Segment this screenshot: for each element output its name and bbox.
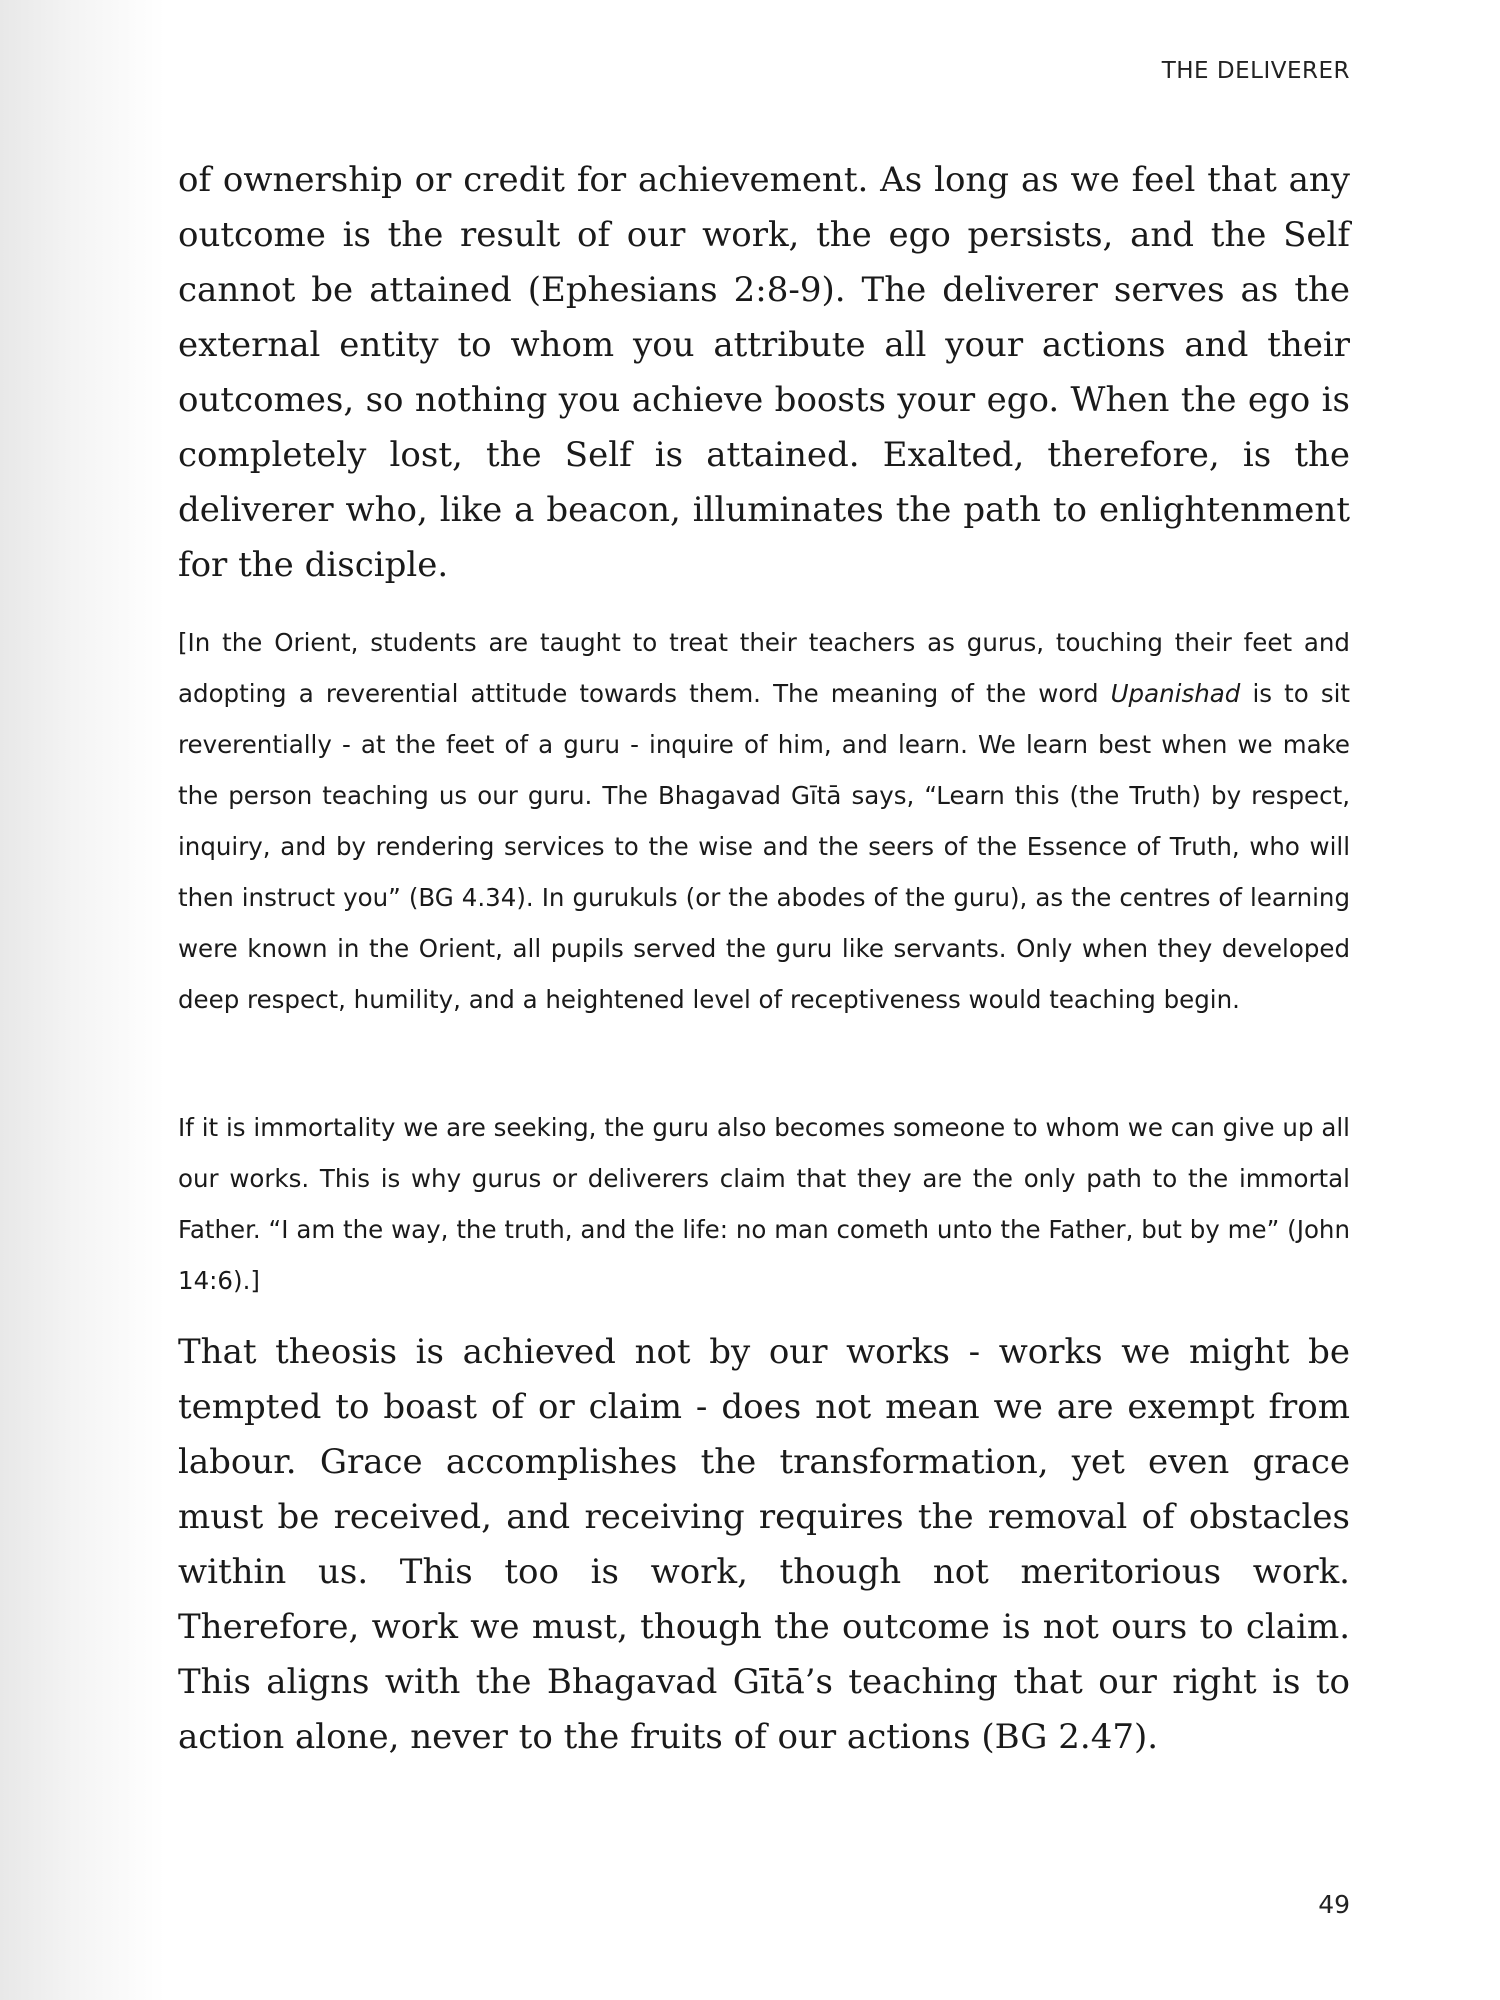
body-paragraph-1-text: of ownership or credit for achievement. As long as we feel that any outcome is the result of our work, the ego persists, and the Self cannot be attained (Ephesians 2:8-9). The deliverer serves as the external entity to whom you attribute all your actions and their outcomes, so nothing you achieve boosts your ego. When the ego is completely lost, the Self is attained. Exalted, therefore, is the deliverer who, like a beacon, illuminates the path to enlightenment for the disciple. — [178, 160, 1350, 585]
note-1-text-start: [In the Orient, students are taught to treat their teachers as gurus, touching their feet and adopting a reverential attitude towards them. The meaning of the word — [178, 628, 1350, 708]
body-paragraph-1 — [178, 153, 1350, 593]
body-paragraph-2 — [178, 1325, 1350, 1765]
bracketed-note-2-text: If it is immortality we are seeking, the guru also becomes someone to whom we can give up all our works. This is why gurus or deliverers claim that they are the only path to the immortal Father. “I am the way, the truth, and the life: no man cometh unto the Father, but by me” (John 14:6).] — [178, 1113, 1350, 1295]
page-gutter-shadow — [0, 0, 165, 2000]
note-1-text-end: is to sit reverentially - at the feet of a guru - inquire of him, and learn. We learn best when we make the person teaching us our guru. The Bhagavad Gītā says, “Learn this (the Truth) by respect, inquiry, and by rendering services to the wise and the seers of the Essence of Truth, who will then instruct you” (BG 4.34). In gurukuls (or the abodes of the guru), as the centres of learning were known in the Orient, all pupils served the guru like servants. Only when they developed deep respect, humility, and a heightened level of receptiveness would teaching begin. — [178, 679, 1351, 1014]
body-paragraph-2-text: That theosis is achieved not by our works - works we might be tempted to boast of or claim - does not mean we are exempt from labour. Grace accomplishes the transformation, yet even grace must be received, and receiving requires the removal of obstacles within us. This too is work, though not meritorious work. Therefore, work we must, though the outcome is not ours to claim. This aligns with the Bhagavad Gītā’s teaching that our right is to action alone, never to the fruits of our actions (BG 2.47). — [178, 1332, 1350, 1757]
bracketed-note-2 — [178, 1102, 1350, 1306]
running-head: THE DELIVERER — [1161, 58, 1350, 84]
page-number: 49 — [1318, 1890, 1350, 1919]
bracketed-note-1 — [178, 617, 1350, 1025]
bracketed-note-1-text — [178, 617, 1350, 1025]
note-1-italic-term: Upanishad — [1110, 679, 1241, 708]
